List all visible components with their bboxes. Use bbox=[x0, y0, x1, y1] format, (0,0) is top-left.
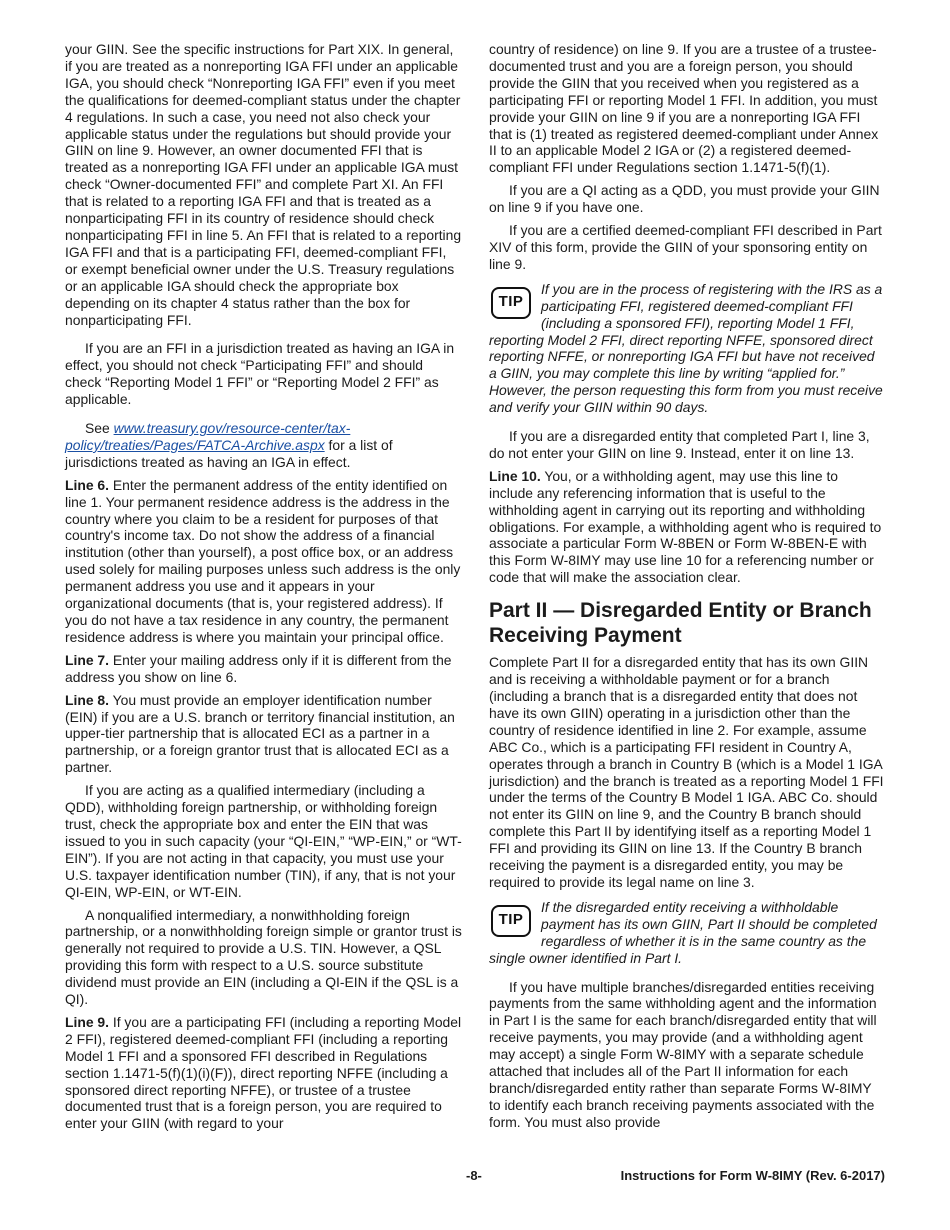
line-8-label: Line 8. bbox=[65, 691, 109, 708]
paragraph: If you are a QI acting as a QDD, you must provide your GIIN on line 9 if you have one. bbox=[489, 182, 880, 216]
line-10-label: Line 10. bbox=[489, 467, 541, 484]
right-column bbox=[489, 41, 885, 1137]
form-reference: Instructions for Form W-8IMY (Rev. 6-2017) bbox=[620, 1168, 885, 1183]
paragraph: Complete Part II for a disregarded entity that has its own GIIN and is receiving a withholdable payment or for a branch (including a branch that is a disregarded entity that does not have its own GIIN) operating in a jurisdiction other than the country of residence identified in line 2. For example, assume ABC Co., which is a participating FFI resident in Country A, operates through a branch in Country B (which is a Model 1 IGA jurisdiction) and the branch is treated as a reporting Model 1 FFI under the terms of the Country B Model 1 IGA. ABC Co. should not enter its GIIN on line 9, and the Country B branch should complete this Part II by identifying itself as a reporting Model 1 FFI and providing its GIIN on line 13. If the Country B branch receiving the payment is a disregarded entity, you may be required to provide its legal name on line 3. bbox=[489, 654, 884, 890]
tip-box-registering bbox=[489, 281, 885, 416]
tip-icon: TIP bbox=[489, 901, 533, 939]
line-7-label: Line 7. bbox=[65, 651, 109, 668]
paragraph: your GIIN. See the specific instructions for Part XIX. In general, if you are treated as a nonreporting IGA FFI under an applicable IGA, you should check “Nonreporting IGA FFI” even if you meet the qualifications for deemed-compliant status under the chapter 4 regulations. In such a case, you need not also check your applicable status under the regulations but should provide your GIIN on line 9. However, an owner documented FFI that is treated as a nonreporting IGA FFI under an applicable IGA must check “Owner-documented FFI” and complete Part XI. An FFI that is related to a reporting IGA FFI and that is treated as a nonparticipating FFI in its country of residence should check nonparticipating FFI in line 5. An FFI that is related to a reporting IGA FFI and that is a participating FFI, deemed-compliant FFI, or exempt beneficial owner under the U.S. Treasury regulations or an applicable IGA should check the appropriate box depending on its chapter 4 status rather than the box for nonparticipating FFI. bbox=[65, 41, 462, 328]
line-8-paragraph: Line 8. You must provide an employer identification number (EIN) if you are a U.S. branch or territory financial institution, an upper-tier partnership that is allocated ECI as a partner in a partnership, or a foreign grantor trust that is allocated ECI as a partner. bbox=[65, 691, 455, 776]
line-6-label: Line 6. bbox=[65, 476, 109, 493]
part-ii-heading: Part II — Disregarded Entity or Branch Receiving Payment bbox=[489, 599, 872, 648]
paragraph: If you are a certified deemed-compliant FFI described in Part XIV of this form, provide the GIIN of your sponsoring entity on line 9. bbox=[489, 222, 882, 272]
paragraph: If you have multiple branches/disregarded entities receiving payments from the same withholding agent and the information in Part I is the same for each branch/disregarded entity that will receive payments, you may provide (and a withholding agent may accept) a single Form W-8IMY with a separate schedule attached that includes all of the Part II information for each branch/disregarded entity rather than separate Forms W-8IMY to identify each branch receiving payments associated with the form. You must also provide bbox=[489, 978, 877, 1130]
paragraph: If you are a disregarded entity that completed Part I, line 3, do not enter your GIIN on line 9. Instead, enter it on line 13. bbox=[489, 428, 870, 461]
line-9-paragraph: Line 9. If you are a participating FFI (including a reporting Model 2 FFI), registered deemed-compliant FFI (including a reporting Model 1 FFI and a sponsored FFI described in Regulations section 1.1471-5(f)(1)(i)(F)), direct reporting NFFE (including a sponsored direct reporting NFFE), or trustee of a trustee documented trust that is a foreign person, you are required to enter your GIIN (with regard to your bbox=[65, 1013, 462, 1132]
tip-icon: TIP bbox=[489, 283, 533, 321]
tip-text: If the disregarded entity receiving a withholdable payment has its own GIIN, Part II should be completed regardless of whether it is in the same country as the single owner identified in Part I. bbox=[489, 898, 877, 966]
page-number: -8- bbox=[466, 1168, 482, 1183]
paragraph: If you are acting as a qualified intermediary (including a QDD), withholding foreign partnership, or withholding foreign trust, check the appropriate box and enter the EIN that was issued to you in such capacity (your “QI-EIN,” “WP-EIN,” or “WT-EIN”). If you are not acting in that capacity, you must use your U.S. taxpayer identification number (TIN), if any, that is not your QI-EIN, WP-EIN, or WT-EIN. bbox=[65, 782, 462, 900]
paragraph: country of residence) on line 9. If you are a trustee of a trustee-documented trust and you are a foreign person, you should provide the GIIN that you received when you registered as a participating FFI or reporting Model 1 FFI. In addition, you must provide your GIIN on line 9 if you are a nonreporting IGA FFI that is (1) treated as registered deemed-compliant under Annex II to an applicable Model 2 IGA or (2) a registered deemed-compliant FFI under Regulations section 1.1471-5(f)(1). bbox=[489, 41, 879, 176]
tip-box-disregarded bbox=[489, 899, 885, 967]
line-10-paragraph: Line 10. You, or a withholding agent, may use this line to include any referencing information that is useful to the withholding agent in carrying out its reporting and withholding obligations. For example, a withholding agent who is required to associate a particular Form W-8BEN or Form W-8BEN-E with this Form W-8IMY may use line 10 for a referencing number or code that will make the association clear. bbox=[489, 467, 882, 586]
line-6-paragraph: Line 6. Enter the permanent address of the entity identified on line 1. Your permanent residence address is the address in the country where you claim to be a resident for purposes of that country's income tax. Do not show the address of a financial institution (other than yourself), a post office box, or an address used solely for mailing purposes unless such address is the only permanent address you use and it appears in your organizational documents (that is, your registered address). If you do not have a tax residence in any country, the permanent residence address is where you maintain your principal office. bbox=[65, 476, 461, 645]
paragraph-with-link: See www.treasury.gov/resource-center/tax-policy/treaties/Pages/FATCA-Archive.aspx for a list of jurisdictions treated as having an IGA in effect. bbox=[65, 420, 393, 470]
paragraph: If you are an FFI in a jurisdiction treated as having an IGA in effect, you should not check “Participating FFI” and should check “Reporting Model 1 FFI” or “Reporting Model 2 FFI” as applicable. bbox=[65, 340, 455, 408]
line-7-paragraph: Line 7. Enter your mailing address only if it is different from the address you show on line 6. bbox=[65, 651, 452, 685]
treasury-fatca-link[interactable]: www.treasury.gov/resource-center/tax-policy/treaties/Pages/FATCA-Archive.aspx bbox=[65, 420, 351, 453]
paragraph: A nonqualified intermediary, a nonwithholding foreign partnership, or a nonwithholding foreign simple or grantor trust is generally not required to provide a U.S. TIN. However, a QSL providing this form with respect to a U.S. source substitute dividend must provide an EIN (including a QI-EIN if the QSL is a QI). bbox=[65, 906, 462, 1008]
left-column bbox=[65, 41, 462, 1138]
tip-text: If you are in the process of registering with the IRS as a participating FFI, registered deemed-compliant FFI (including a sponsored FFI), reporting Model 1 FFI, reporting Model 2 FFI, direct reporting NFFE, sponsored direct reporting NFFE, or nonreporting IGA FFI but have not received a GIIN, you may complete this line by writing “applied for.” However, the person requesting this form from you must receive and verify your GIIN within 90 days. bbox=[489, 280, 883, 416]
line-9-label: Line 9. bbox=[65, 1013, 109, 1030]
